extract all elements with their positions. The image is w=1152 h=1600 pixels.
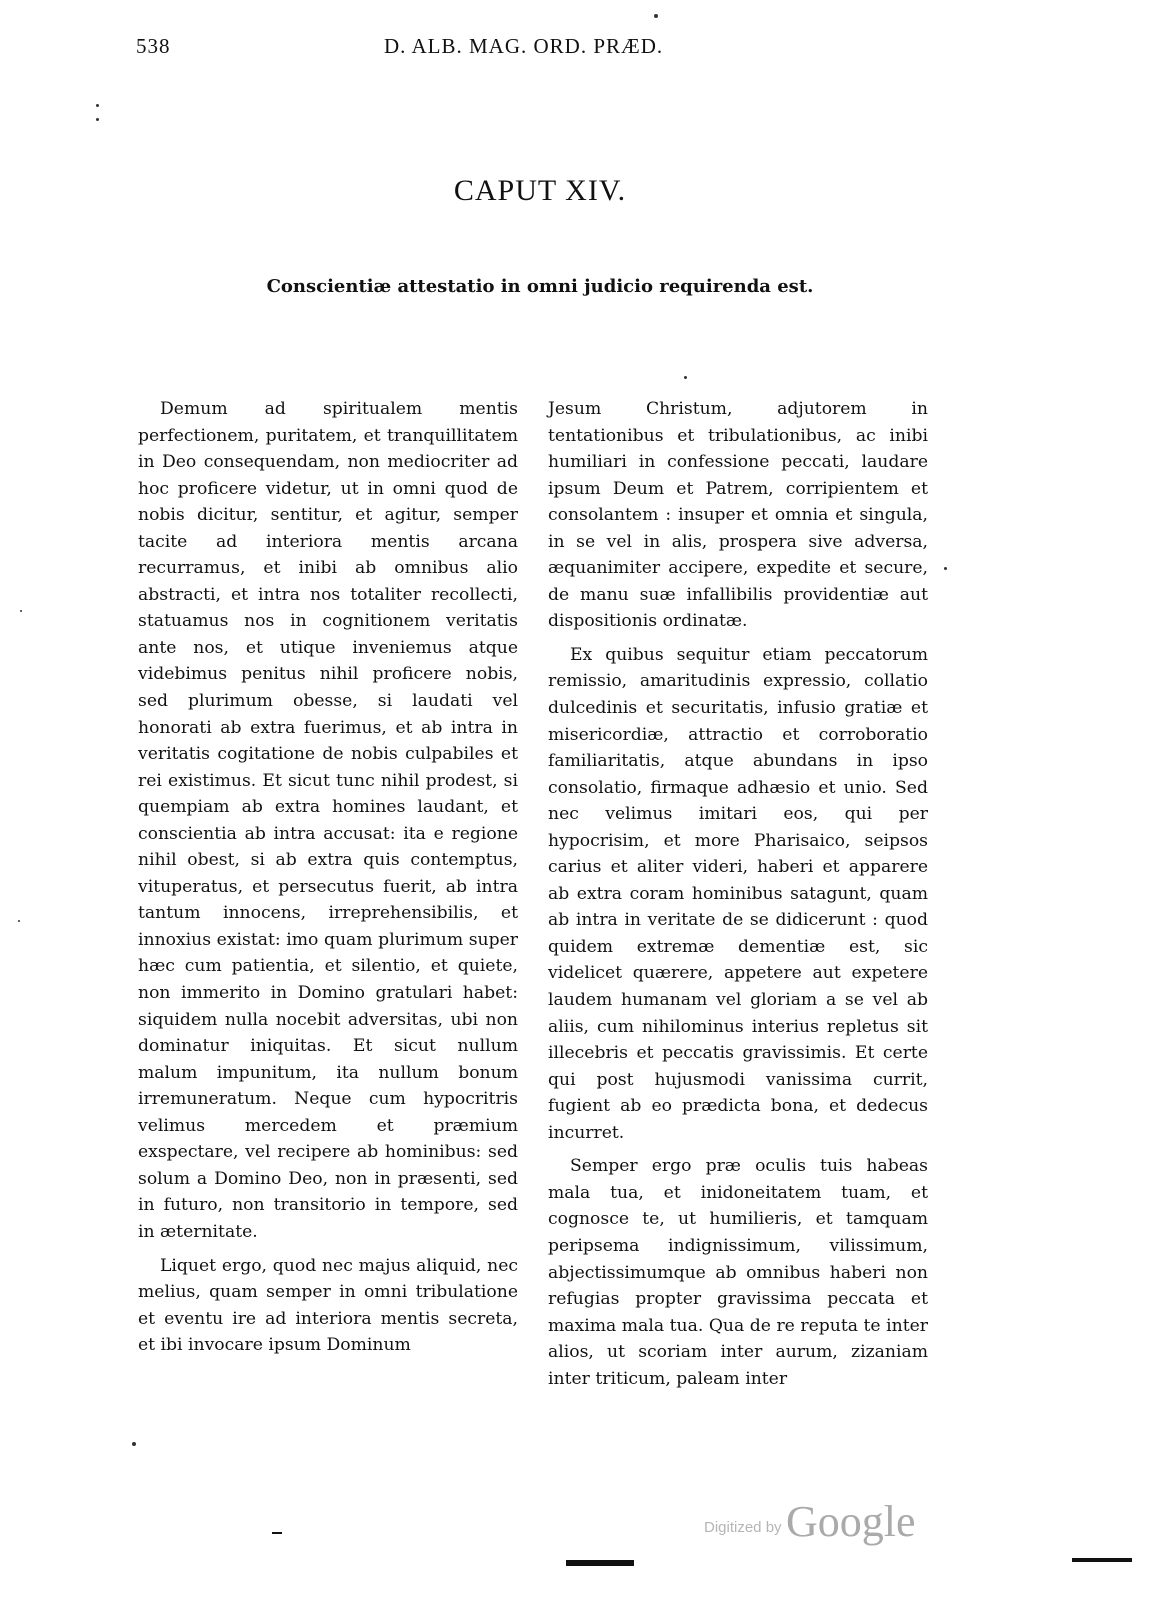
scan-speck xyxy=(18,920,20,922)
scan-speck xyxy=(20,610,22,612)
scan-edge-mark xyxy=(272,1532,282,1534)
chapter-title: CAPUT XIV. xyxy=(453,174,627,207)
paragraph: Demum ad spiritualem mentis perfectionem, puritatem, et tranquillitatem in Deo consequendam, non mediocriter ad hoc proficere videtur, ut in omni quod de nobis dicitur, sentitur, et agitur, semper tacite ad interiora mentis arcana recurramus, et inibi ab omnibus alio abstracti, et intra nos totaliter recollecti, statuamus nos in cognitionem veritatis ante nos, et utique inveniemus atque videbimus penitus nihil proficere nobis, sed plurimum obesse, si laudati vel honorati ab extra fuerimus, et ab intra in veritatis cogitatione de nobis culpabiles et rei existimus. Et sicut tunc nihil prodest, si quempiam ab extra homines laudant, et conscientia ab intra accusat: ita e regione nihil obest, si ab extra quis contemptus, vituperatus, et persecutus fuerit, ab intra tantum innocens, irreprehensibilis, et innoxius existat: imo quam plurimum super hæc cum patientia, et silentio, et quiete, non immerito in Domino gratulari habet: siquidem nulla nocebit adversitas, ubi non dominatur iniquitas. Et sicut nullum malum impunitum, ita nullum bonum irremuneratum. Neque cum hypocritris velimus mercedem et præmium exspectare, vel recipere ab hominibus: sed solum a Domino Deo, non in præsenti, sed in futuro, non transitorio in tempore, sed in æternitate. xyxy=(138,399,518,1242)
scan-speck xyxy=(944,567,947,570)
digitized-by-google-watermark xyxy=(704,1496,916,1546)
watermark-brand: Google xyxy=(786,1497,916,1546)
scan-edge-mark xyxy=(1072,1558,1132,1562)
watermark-prefix: Digitized by xyxy=(704,1519,782,1536)
paragraph: Ex quibus sequitur etiam peccatorum remissio, amaritudinis expressio, collatio dulcedinis et securitatis, infusio gratiæ et misericordiæ, attractio et corroboratio familiaritatis, atque abundans in ipso consolatio, firmaque adhæsio et unio. Sed nec velimus imitari eos, qui per hypocrisim, et more Pharisaico, seipsos carius et aliter videri, haberi et apparere ab extra coram hominibus satagunt, quam ab intra in veritate de se didicerunt : quod quidem extremæ dementiæ est, sic videlicet quærere, appetere aut expetere laudem humanam vel gloriam a se vel ab aliis, cum nihilominus interius repletus sit illecebris et peccatis gravissimis. Et certe qui post hujusmodi vanissima currit, fugient ab eo prædicta bona, et dedecus incurret. xyxy=(548,644,928,1143)
scan-speck xyxy=(96,118,99,121)
left-text-column xyxy=(138,396,518,1366)
chapter-subtitle: Conscientiæ attestatio in omni judicio requirenda est. xyxy=(266,276,814,297)
running-title: D. ALB. MAG. ORD. PRÆD. xyxy=(384,34,664,58)
page-number: 538 xyxy=(136,34,171,58)
paragraph: Liquet ergo, quod nec majus aliquid, nec melius, quam semper in omni tribulatione et eventu ire ad interiora mentis secreta, et ibi invocare ipsum Dominum xyxy=(138,1255,518,1356)
scan-speck xyxy=(96,104,99,107)
paragraph: Jesum Christum, adjutorem in tentationibus et tribulationibus, ac inibi humiliari in confessione peccati, laudare ipsum Deum et Patrem, corripientem et consolantem : insuper et omnia et singula, in se vel in alis, prospera sive adversa, æquanimiter accipere, expedite et secure, de manu suæ infallibilis providentiæ aut dispositionis ordinatæ. xyxy=(548,399,928,632)
scan-edge-mark xyxy=(566,1560,634,1566)
scan-speck xyxy=(684,376,687,379)
running-head xyxy=(136,34,936,64)
scan-speck xyxy=(132,1442,136,1446)
scan-speck xyxy=(654,14,658,18)
paragraph: Semper ergo præ oculis tuis habeas mala tua, et inidoneitatem tuam, et cognosce te, ut humilieris, et tamquam peripsema indignissimum, vilissimum, abjectissimumque ab omnibus haberi non refugias propter gravissima peccata et maxima mala tua. Qua de re reputa te inter alios, ut scoriam inter aurum, zizaniam inter triticum, paleam inter xyxy=(548,1156,928,1389)
right-text-column xyxy=(548,396,928,1399)
